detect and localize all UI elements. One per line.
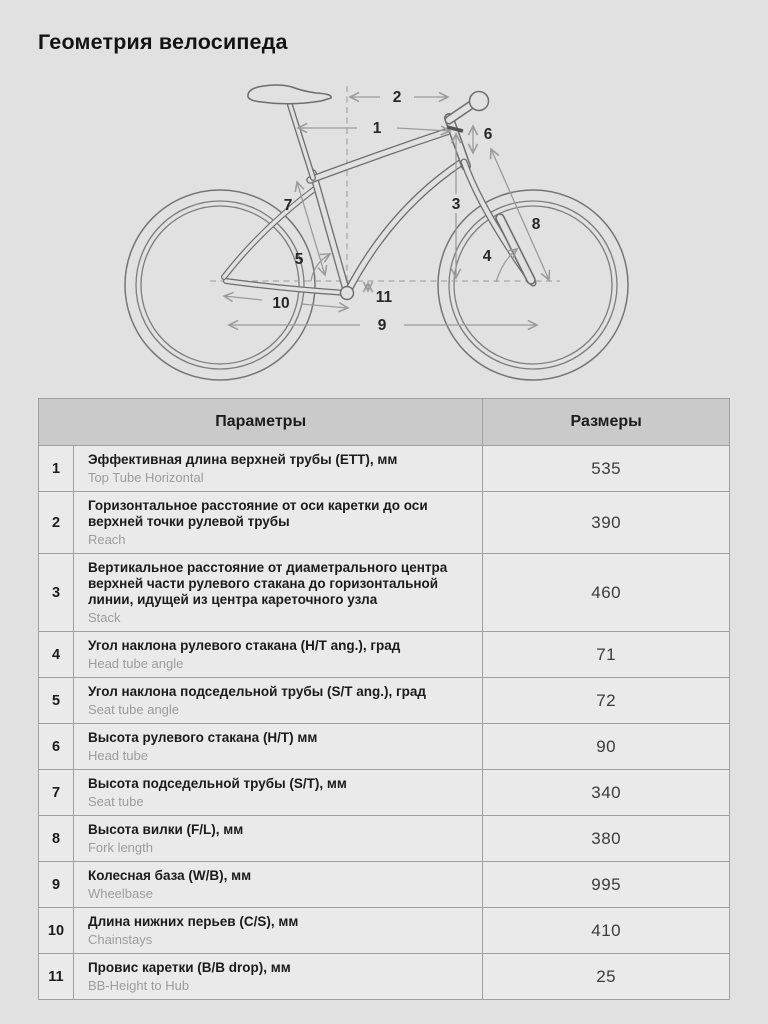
table-row — [39, 954, 730, 1000]
parameter-name-ru: Длина нижних перьев (C/S), мм — [87, 914, 299, 929]
parameter-name-en: Seat tube — [87, 794, 144, 809]
row-number: 10 — [39, 908, 74, 954]
parameter-name-ru: Угол наклона подседельной трубы (S/T ang.), град — [87, 684, 426, 699]
chainstay-tube — [226, 281, 347, 293]
parameter-name-ru: Высота подседельной трубы (S/T), мм — [87, 776, 347, 791]
row-value: 410 — [483, 908, 730, 954]
row-number: 9 — [39, 862, 74, 908]
parameter-name-en: Seat tube angle — [87, 702, 180, 717]
table-row — [39, 632, 730, 678]
row-value: 390 — [483, 492, 730, 554]
row-number: 3 — [39, 554, 74, 632]
row-value: 72 — [483, 678, 730, 724]
dim-label-7: 7 — [283, 197, 293, 214]
parameter-name-ru: Высота вилки (F/L), мм — [87, 822, 244, 837]
row-value: 71 — [483, 632, 730, 678]
dim-label-11: 11 — [375, 289, 393, 306]
seat-tube — [313, 173, 347, 293]
row-parameter — [73, 724, 482, 770]
parameter-name-en: Fork length — [87, 840, 153, 855]
bike-geometry-diagram — [0, 70, 768, 395]
parameter-name-en: Wheelbase — [87, 886, 153, 901]
table-row — [39, 908, 730, 954]
geometry-table — [38, 398, 730, 1000]
top-tube — [310, 130, 452, 180]
dim-label-5: 5 — [294, 251, 304, 268]
dim-label-4: 4 — [482, 248, 492, 265]
row-parameter — [73, 954, 482, 1000]
parameter-name-en: Top Tube Horizontal — [87, 470, 204, 485]
row-number: 7 — [39, 770, 74, 816]
dim-label-10: 10 — [272, 295, 290, 312]
parameter-name-en: Reach — [87, 532, 126, 547]
row-value: 380 — [483, 816, 730, 862]
row-number: 11 — [39, 954, 74, 1000]
column-header-parameters: Параметры — [39, 399, 483, 446]
table-row — [39, 492, 730, 554]
parameter-name-en: Stack — [87, 610, 121, 625]
parameter-name-ru: Вертикальное расстояние от диаметрального центра верхней части рулевого стакана до горизонтальной линии, идущей из центра кареточного узла — [87, 560, 448, 607]
parameter-name-ru: Эффективная длина верхней трубы (ETT), мм — [87, 452, 398, 467]
rear-wheel — [125, 190, 315, 380]
row-value: 460 — [483, 554, 730, 632]
row-number: 6 — [39, 724, 74, 770]
parameter-name-ru: Провис каретки (B/B drop), мм — [87, 960, 291, 975]
parameter-name-en: BB-Height to Hub — [87, 978, 190, 993]
row-number: 8 — [39, 816, 74, 862]
table-row — [39, 770, 730, 816]
parameter-name-en: Head tube angle — [87, 656, 184, 671]
bike-frame — [224, 85, 533, 300]
dim-label-3: 3 — [451, 196, 461, 213]
row-value: 25 — [483, 954, 730, 1000]
row-value: 90 — [483, 724, 730, 770]
dim-label-6: 6 — [483, 126, 493, 143]
dim-label-8: 8 — [531, 216, 541, 233]
down-tube — [347, 162, 462, 293]
table-row — [39, 678, 730, 724]
column-header-sizes: Размеры — [483, 399, 730, 446]
dim-label-1: 1 — [372, 120, 382, 137]
table-row — [39, 862, 730, 908]
row-parameter — [73, 492, 482, 554]
row-parameter — [73, 554, 482, 632]
row-parameter — [73, 770, 482, 816]
dim-line-chainstay-left — [224, 296, 262, 300]
saddle — [248, 85, 331, 104]
bike-geometry-svg — [0, 70, 768, 395]
table-row — [39, 816, 730, 862]
handlebar-grip — [470, 92, 489, 111]
page-title: Геометрия велосипеда — [38, 30, 288, 54]
row-parameter — [73, 446, 482, 492]
parameter-name-ru: Горизонтальное расстояние от оси каретки до оси верхней точки рулевой трубы — [87, 498, 428, 529]
parameter-name-ru: Высота рулевого стакана (H/T) мм — [87, 730, 318, 745]
table-row — [39, 724, 730, 770]
dim-line-chainstay-right — [301, 304, 348, 308]
seatpost — [290, 105, 313, 178]
dim-label-2: 2 — [392, 89, 402, 106]
row-number: 2 — [39, 492, 74, 554]
row-parameter — [73, 678, 482, 724]
row-number: 1 — [39, 446, 74, 492]
table-row — [39, 554, 730, 632]
row-parameter — [73, 862, 482, 908]
row-value: 535 — [483, 446, 730, 492]
parameter-name-ru: Колесная база (W/B), мм — [87, 868, 252, 883]
bottom-bracket — [341, 287, 354, 300]
row-value: 995 — [483, 862, 730, 908]
row-number: 4 — [39, 632, 74, 678]
parameter-name-en: Head tube — [87, 748, 148, 763]
row-parameter — [73, 908, 482, 954]
row-number: 5 — [39, 678, 74, 724]
row-value: 340 — [483, 770, 730, 816]
parameter-name-en: Chainstays — [87, 932, 153, 947]
row-parameter — [73, 816, 482, 862]
table-header-row — [39, 399, 730, 446]
row-parameter — [73, 632, 482, 678]
table-body — [39, 446, 730, 1000]
dim-label-9: 9 — [377, 317, 387, 334]
parameter-name-ru: Угол наклона рулевого стакана (H/T ang.), град — [87, 638, 401, 653]
table-row — [39, 446, 730, 492]
